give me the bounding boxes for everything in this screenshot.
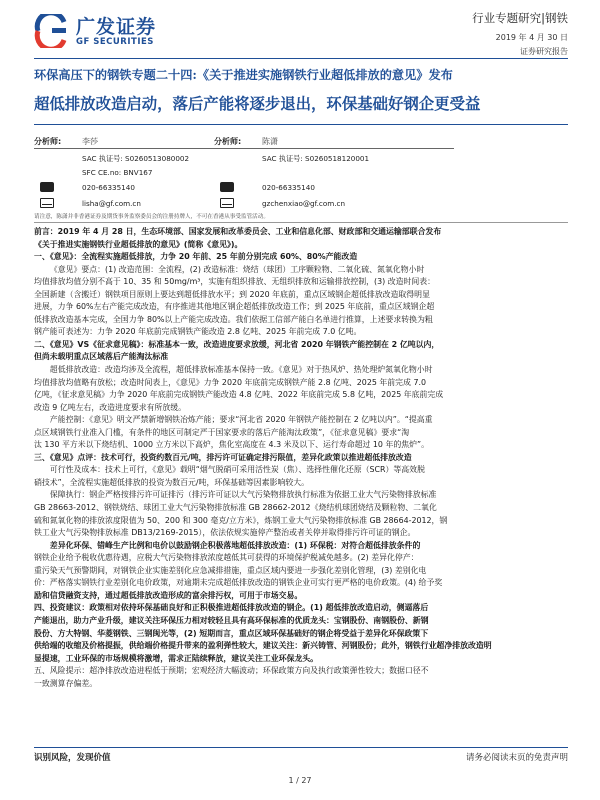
body-line: 《关于推进实施钢铁行业超低排放的意见》(简称《意见》)。: [34, 239, 243, 249]
phone-icon: [40, 182, 54, 192]
body-line: GB 28663-2012、钢铁烧结、球团工业大气污染物排放标准 GB 28662-2012《烧结机球团烧结及颗粒物、二氧化: [34, 503, 437, 513]
analyst-block: [34, 132, 574, 216]
report-meta: [472, 10, 568, 57]
body-line: 价：严格落实钢铁行业差别化电价政策，对逾期未完成超低排放改造的钢铁企业可实行更严格的电价政策。(4) 给予奖: [34, 578, 443, 588]
footer-disclaimer: 请务必阅读末页的免责声明: [465, 753, 568, 763]
title-divider: [34, 124, 568, 125]
body-line: 显提速，工业环保的市场规模将激增，需求正陆续释放，建议关注工业环保龙头。: [34, 653, 319, 663]
report-body: [34, 226, 574, 690]
report-date: 2019 年 4 月 30 日: [495, 33, 568, 42]
analyst-disclaimer: 请注意，陈潇并非香港证券及期货事务监察委员会的注册持牌人，不可在香港从事受监管活动。: [34, 214, 269, 220]
analyst-divider: [214, 148, 454, 149]
body-line: 点区域钢铁行业准入门槛，有条件的地区可制定严于国家要求的落后产能淘汰政策”，《征求意见稿》要求“淘: [34, 427, 410, 437]
body-line: 股份、方大特钢、华菱钢铁、三钢闽光等，(2) 短期而言，重点区域环保基础好的钢企将受益于差异化环保政策下: [34, 628, 429, 638]
body-line: 硫和氮氧化物的排放浓度限值为 50、200 和 300 毫克/立方米》，炼钢工业大气污染物排放标准 GB 28664-2012，钢: [34, 515, 448, 525]
risk-line: 一致测算存偏差。: [34, 678, 98, 688]
report-kind: 证券研究报告: [520, 47, 568, 56]
company-logo: [34, 12, 184, 52]
section-heading: 三、《意见》点评：技术可行，投资约数百元/吨，排污许可证确定排污限值，差异化政策以推进超低排放改造: [34, 452, 412, 462]
body-line: 保障执行：钢企严格按排污许可证排污（排污许可证以大气污染物排放执行标准为依据工业大气污染物排放标准: [49, 490, 437, 500]
gf-logo-icon: [34, 14, 72, 48]
body-line: 超低排放改造：改造均涉及全流程，超低排放标准基本保持一致。《意见》对于热风炉、热处理炉氮氧化物小时: [49, 365, 433, 375]
body-line: 低排放改造基本完成，全国力争 80%以上产能完成改造。我们依据工信部产能白名单进行推算，上述要求转换为粗: [34, 314, 433, 324]
phone-icon: [220, 182, 234, 192]
body-line: 励和信贷融资支持，通过超低排放改造形成的富余排污权，可用于市场交易。: [34, 590, 303, 600]
risk-line: 五、风险提示：超净排放改造进程低于预期；宏观经济大幅波动；环保政策方向及执行政策弹性较大；数据口径不: [34, 666, 429, 676]
analyst-label: 分析师:: [34, 137, 62, 146]
body-line: 产能控制：《意见》明文严禁新增钢铁冶炼产能；要求“河北省 2020 年钢铁产能控制在 2 亿吨以内”。“提高重: [49, 415, 433, 425]
analyst-sfc: SFC CE.no: BNV167: [82, 168, 153, 177]
analyst-email[interactable]: lisha@gf.com.cn: [82, 199, 141, 208]
analyst-name: 李莎: [82, 137, 98, 146]
body-line: 差异化环保、错峰生产比例和电价以鼓励钢企积极落地超低排放改造：(1) 环保税：对符合超低排放条件的: [49, 540, 421, 550]
main-title: 超低排放改造启动，落后产能将逐步退出，环保基础好钢企更受益: [34, 95, 481, 113]
body-line: 前言：2019 年 4 月 28 日，生态环境部、国家发展和改革委员会、工业和信息化部、财政部和交通运输部联合发布: [34, 227, 442, 236]
section-heading: 一、《意见》：全流程实施超低排放，力争 20 年前、25 年前分别完成 60%、80%产能改造: [34, 252, 358, 262]
analyst-sac: SAC 执证号: S0260513080002: [82, 154, 190, 163]
body-line: 进展，力争 60%左右产能完成改造，有序推进其他地区钢企超低排放改造工作；到 2025 年底前，重点区域钢企超: [34, 302, 435, 312]
body-line: 钢铁企业给予税收优惠待遇，应税大气污染物排放浓度越低其可获得的环境保护税减免越多。(2) 差异化停产：: [34, 553, 419, 563]
analyst-card: [214, 132, 474, 216]
page-header: [0, 0, 600, 62]
section-heading: 但尚未载明重点区域落后产能淘汰标准: [34, 352, 169, 362]
series-title: 环保高压下的钢铁专题二十四:《关于推进实施钢铁行业超低排放的意见》发布: [34, 68, 453, 82]
footer-divider: [34, 747, 568, 748]
header-divider: [34, 58, 568, 59]
section-heading: 二、《意见》VS《征求意见稿》：标准基本一致，改造进度要求放缓，河北省 2020 年钢铁产能控制在 2 亿吨以内，: [34, 339, 440, 349]
logo-text-en: GF SECURITIES: [76, 37, 154, 47]
body-line: 均值排放均值分别不高于 10、35 和 50mg/m³，实施有组织排放、无组织排放和运输排放控制，(3) 改造时间表：: [34, 277, 436, 287]
email-icon: [220, 198, 234, 208]
analyst-sac: SAC 执证号: S0260518120001: [262, 154, 370, 163]
body-line: 亿吨，《征求意见稿》力争 2020 年底前完成钢铁产能改造 4.8 亿吨、2022 年底前完成 5.8 亿吨，2025 年底前完成: [34, 390, 444, 400]
email-icon: [40, 198, 54, 208]
body-divider: [34, 222, 568, 223]
body-line: 供给端的收缩及价格提振，供给端价格提升带来的盈利弹性较大，建议关注：新兴铸管、河钢股份；此外，钢铁行业超净排放改造明: [34, 641, 492, 651]
page-number: 1 / 27: [288, 776, 312, 785]
body-line: 《意见》要点：(1) 改造范围：全流程，(2) 改造标准：烧结（球团）工序颗粒物、二氧化硫、氮氧化物小时: [49, 264, 425, 274]
analyst-email[interactable]: gzchenxiao@gf.com.cn: [262, 199, 346, 208]
body-line: 硝技术”，全流程实施超低排放的投资为数百元/吨，环保基础等因素影响较大。: [34, 477, 310, 487]
footer-slogan: 识别风险，发现价值: [34, 753, 111, 763]
body-line: 均值排放均值略有放松；改造时间表上，《意见》力争 2020 年底前完成钢铁产能 2.8 亿吨、2025 年前完成 7.0: [34, 377, 426, 387]
body-line: 产能退出，助力产业升级，建议关注环保压力相对较轻且具有高环保标准的优质龙头：宝钢股份、南钢股份、新钢: [34, 615, 429, 625]
analyst-phone: 020-66335140: [82, 183, 135, 192]
body-line: 改造 9 亿吨左右，改造进度要求有所放缓。: [34, 402, 187, 412]
report-type: 行业专题研究|钢铁: [472, 11, 568, 25]
body-line: 钢产能可表述为：力争 2020 年底前完成钢铁产能改造 2.8 亿吨、2025 年前完成 7.0 亿吨。: [34, 327, 362, 337]
body-line: 全国新建（含搬迁）钢铁项目原则上要达到超低排放水平；到 2020 年底前，重点区域钢企超低排放改造取得明显: [34, 289, 430, 299]
analyst-phone: 020-66335140: [262, 183, 315, 192]
logo-text-cn: 广发证券: [76, 16, 157, 38]
body-line: 汰 130 平方米以下烧结机、1000 立方米以下高炉，焦化室高度在 4.3 米及以下、运行寿命超过 10 年的焦炉”。: [34, 440, 430, 450]
body-line: 可行性及成本：技术上可行，《意见》载明“烟气脱硝可采用活性炭（焦）、选择性催化还原（SCR）等高效脱: [49, 465, 425, 475]
analyst-name: 陈潇: [262, 137, 278, 146]
body-line: 重污染天气预警期间，对钢铁企业实施差别化应急减排措施，重点区域内要进一步强化差别化管理，(3) 差别化电: [34, 565, 427, 575]
section-heading: 四、投资建议：政策相对依持环保基础良好和正积极推进超低排放改造的钢企。(1) 超低排放改造启动，侧逼落后: [34, 603, 429, 613]
body-line: 铁工业大气污染物排放标准 DB13/2169-2015），依法依规实施停产整治或者关停并取得排污许可证的钢企。: [34, 528, 416, 538]
analyst-label: 分析师:: [214, 137, 242, 146]
